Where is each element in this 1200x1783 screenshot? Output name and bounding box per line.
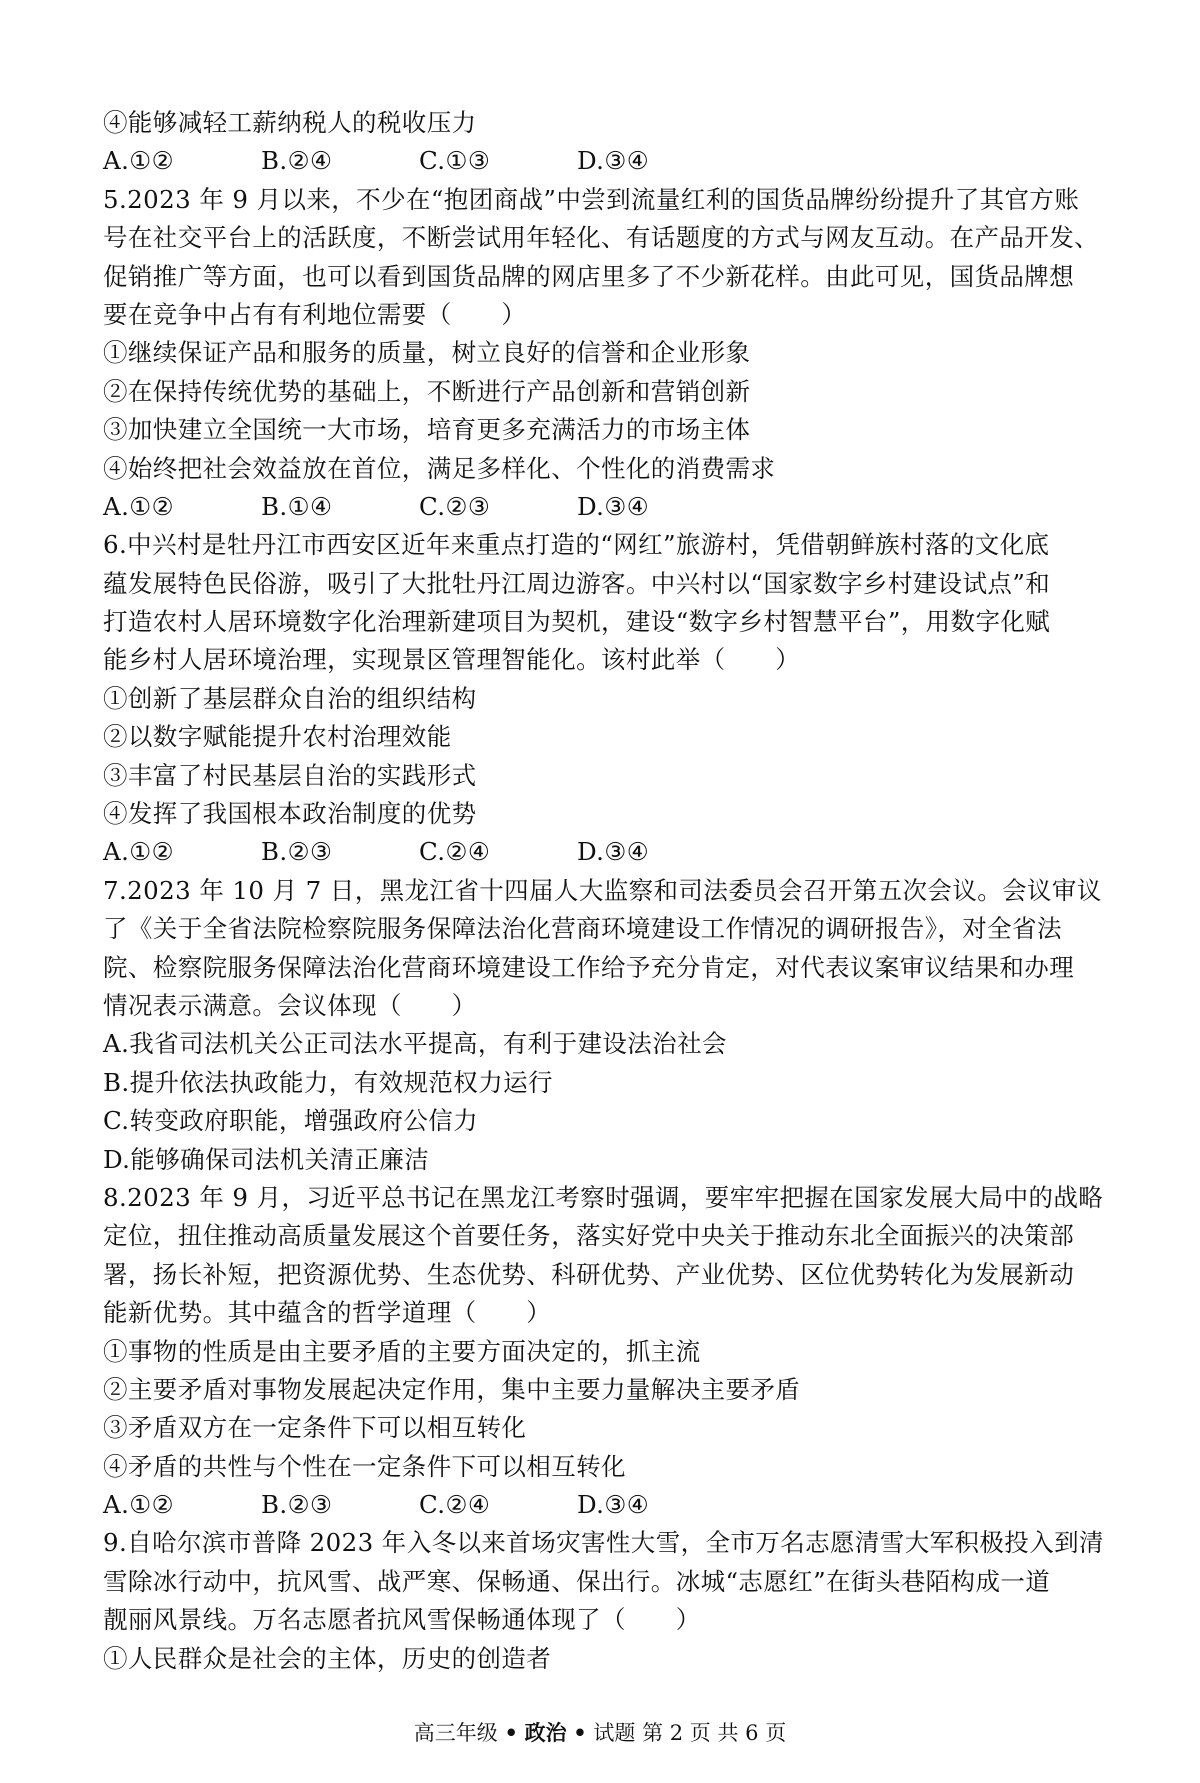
q8-stem-line: 能新优势。其中蕴含的哲学道理（ ） — [103, 1298, 552, 1328]
q7-stem-line: 了《关于全省法院检察院服务保障法治化营商环境建设工作情况的调研报告》，对全省法 — [103, 914, 1062, 944]
q8-options — [103, 1486, 1103, 1524]
page-footer — [0, 1718, 1200, 1748]
q6-option-d: D.③④ — [577, 837, 650, 867]
q8-item-4: ④矛盾的共性与个性在一定条件下可以相互转化 — [103, 1451, 626, 1481]
q4-option-c: C.①③ — [419, 146, 491, 176]
q9-stem-line: 9.自哈尔滨市普降 2023 年入冬以来首场灾害性大雪，全市万名志愿清雪大军积极投入到清 — [103, 1528, 1104, 1558]
q6-item-1: ①创新了基层群众自治的组织结构 — [103, 683, 477, 713]
q5-option-a: A.①② — [103, 491, 175, 521]
q7-option-d: D.能够确保司法机关清正廉洁 — [103, 1144, 430, 1174]
q8-item-2: ②主要矛盾对事物发展起决定作用，集中主要力量解决主要矛盾 — [103, 1374, 801, 1404]
q6-item-4: ④发挥了我国根本政治制度的优势 — [103, 799, 477, 829]
q5-stem-line: 促销推广等方面，也可以看到国货品牌的网店里多了不少新花样。由此可见，国货品牌想 — [103, 261, 1075, 291]
q8-item-3: ③矛盾双方在一定条件下可以相互转化 — [103, 1413, 527, 1443]
q8-stem-line: 署，扬长补短，把资源优势、生态优势、科研优势、产业优势、区位优势转化为发展新动 — [103, 1259, 1075, 1289]
q7-option-b: B.提升依法执政能力，有效规范权力运行 — [103, 1067, 553, 1097]
q6-stem-line: 打造农村人居环境数字化治理新建项目为契机，建设“数字乡村智慧平台”，用数字化赋 — [103, 607, 1051, 637]
q8-option-b: B.②③ — [261, 1490, 333, 1520]
q8-stem-line: 8.2023 年 9 月，习近平总书记在黑龙江考察时强调，要牢牢把握在国家发展大局中的战略 — [103, 1182, 1104, 1212]
q5-option-d: D.③④ — [577, 491, 650, 521]
q6-option-b: B.②③ — [261, 837, 333, 867]
footer-page-info: 第 2 页 共 6 页 — [642, 1721, 787, 1745]
q8-option-d: D.③④ — [577, 1490, 650, 1520]
q6-options — [103, 833, 1103, 871]
q5-options — [103, 488, 1103, 526]
q7-stem-line: 院、检察院服务保障法治化营商环境建设工作给予充分肯定，对代表议案审议结果和办理 — [103, 952, 1075, 982]
q9-stem-line: 靓丽风景线。万名志愿者抗风雪保畅通体现了（ ） — [103, 1605, 701, 1635]
q4-item-4: ④能够减轻工薪纳税人的税收压力 — [103, 108, 477, 137]
q5-stem-line: 号在社交平台上的活跃度，不断尝试用年轻化、有话题度的方式与网友互动。在产品开发、 — [103, 223, 1099, 253]
q4-option-b: B.②④ — [261, 146, 333, 176]
q7-stem-line: 情况表示满意。会议体现（ ） — [103, 990, 477, 1020]
q8-option-c: C.②④ — [419, 1490, 491, 1520]
q7-option-c: C.转变政府职能，增强政府公信力 — [103, 1106, 479, 1136]
q5-item-2: ②在保持传统优势的基础上，不断进行产品创新和营销创新 — [103, 376, 751, 406]
q9-item-1: ①人民群众是社会的主体，历史的创造者 — [103, 1643, 552, 1673]
footer-type: 试题 — [593, 1721, 636, 1745]
q5-option-c: C.②③ — [419, 491, 491, 521]
footer-subject: 政治 — [524, 1721, 567, 1745]
q9-stem-line: 雪除冰行动中，抗风雪、战严寒、保畅通、保出行。冰城“志愿红”在街头巷陌构成一道 — [103, 1566, 1051, 1596]
q6-item-2: ②以数字赋能提升农村治理效能 — [103, 722, 452, 752]
q5-stem-line: 要在竞争中占有有利地位需要（ ） — [103, 299, 527, 329]
q4-option-a: A.①② — [103, 146, 175, 176]
exam-page — [103, 104, 1103, 1678]
q6-option-a: A.①② — [103, 837, 175, 867]
footer-grade: 高三年级 — [413, 1721, 498, 1745]
q6-stem-line: 能乡村人居环境治理，实现景区管理智能化。该村此举（ ） — [103, 645, 801, 675]
q8-item-1: ①事物的性质是由主要矛盾的主要方面决定的，抓主流 — [103, 1336, 701, 1366]
q6-item-3: ③丰富了村民基层自治的实践形式 — [103, 760, 477, 790]
q7-option-a: A.我省司法机关公正司法水平提高，有利于建设法治社会 — [103, 1029, 727, 1059]
footer-separator: • — [573, 1721, 587, 1745]
q5-item-3: ③加快建立全国统一大市场，培育更多充满活力的市场主体 — [103, 415, 751, 445]
q7-stem-line: 7.2023 年 10 月 7 日，黑龙江省十四届人大监察和司法委员会召开第五次会议。会议审议 — [103, 875, 1102, 905]
q5-option-b: B.①④ — [261, 491, 333, 521]
q6-stem-line: 6.中兴村是牡丹江市西安区近年来重点打造的“网红”旅游村，凭借朝鲜族村落的文化底 — [103, 530, 1050, 560]
q5-item-4: ④始终把社会效益放在首位，满足多样化、个性化的消费需求 — [103, 453, 776, 483]
q6-option-c: C.②④ — [419, 837, 491, 867]
q5-stem-line: 5.2023 年 9 月以来，不少在“抱团商战”中尝到流量红利的国货品牌纷纷提升了其官方账 — [103, 184, 1080, 214]
q4-option-d: D.③④ — [577, 146, 650, 176]
q8-stem-line: 定位，扭住推动高质量发展这个首要任务，落实好党中央关于推动东北全面振兴的决策部 — [103, 1221, 1075, 1251]
q6-stem-line: 蕴发展特色民俗游，吸引了大批牡丹江周边游客。中兴村以“国家数字乡村建设试点”和 — [103, 568, 1051, 598]
q8-option-a: A.①② — [103, 1490, 175, 1520]
footer-separator: • — [504, 1721, 518, 1745]
q4-options — [103, 142, 1103, 180]
q5-item-1: ①继续保证产品和服务的质量，树立良好的信誉和企业形象 — [103, 338, 751, 368]
